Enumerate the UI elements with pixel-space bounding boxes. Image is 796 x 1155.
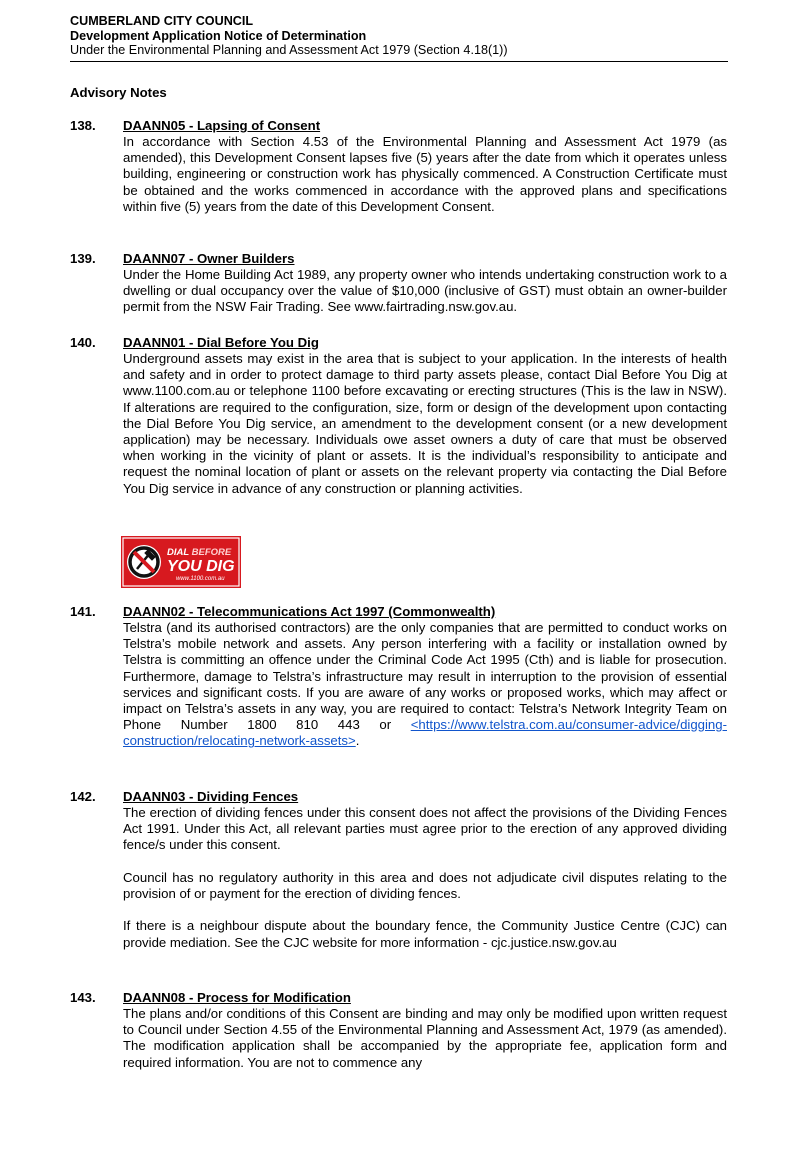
note-body — [123, 351, 727, 497]
logo-dial-text: DIAL — [167, 547, 189, 558]
note-title: DAANN07 - Owner Builders — [123, 251, 295, 266]
note-number: 141. — [70, 604, 96, 619]
note-title: DAANN05 - Lapsing of Consent — [123, 118, 321, 133]
note-number: 138. — [70, 118, 96, 133]
section-title: Advisory Notes — [70, 85, 167, 100]
logo-you-dig-text: YOU DIG — [167, 558, 235, 575]
note-title: DAANN08 - Process for Modification — [123, 990, 351, 1005]
note-number: 140. — [70, 335, 96, 350]
note-number: 143. — [70, 990, 96, 1005]
note-paragraph: Council has no regulatory authority in this area and does not adjudicate civil disputes relating to the provision of or payment for the erection of dividing fences. — [123, 869, 727, 901]
link-trailing-period: . — [355, 733, 360, 749]
telstra-link[interactable]: <https://www.telstra.com.au/consumer-advice/digging-construction/relocating-network-assets> — [123, 717, 727, 749]
note-body — [123, 134, 727, 215]
note-body — [123, 805, 727, 951]
dial-before-you-dig-logo — [121, 536, 241, 588]
act-reference: Under the Environmental Planning and Assessment Act 1979 (Section 4.18(1)) — [70, 43, 508, 58]
note-paragraph — [123, 620, 727, 750]
document-title: Development Application Notice of Determination — [70, 28, 367, 43]
note-paragraph: Underground assets may exist in the area that is subject to your application. In the interests of health and safety and in order to protect damage to third party assets please, contact Dial Before You Dig at www.1100.com.au or telephone 1100 before excavating or erecting structures (This is the law in NSW). If alterations are required to the configuration, size, form or design of the development upon contacting the Dial Before You Dig service, an amendment to the development consent (or a new development application) may be necessary. Individuals owe asset owners a duty of care that must be observed when working in the vicinity of plant or assets. It is the individual’s responsibility to anticipate and request the nominal location of plant or assets on the relevant property via contacting the Dial Before You Dig service in advance of any construction or planning activities. — [123, 351, 727, 496]
note-paragraph: Under the Home Building Act 1989, any property owner who intends undertaking construction work to a dwelling or dual occupancy over the value of $10,000 (inclusive of GST) must obtain an owner-builder permit from the NSW Fair Trading. See www.fairtrading.nsw.gov.au. — [123, 267, 727, 315]
note-number: 139. — [70, 251, 96, 266]
note-number: 142. — [70, 789, 96, 804]
header-divider — [70, 61, 728, 62]
note-title: DAANN02 - Telecommunications Act 1997 (Commonwealth) — [123, 604, 496, 619]
page-header — [70, 14, 728, 58]
no-digging-icon — [127, 545, 161, 579]
note-body — [123, 267, 727, 316]
council-name: CUMBERLAND CITY COUNCIL — [70, 14, 254, 28]
note-body — [123, 620, 727, 750]
note-title: DAANN01 - Dial Before You Dig — [123, 335, 319, 350]
note-paragraph: The erection of dividing fences under this consent does not affect the provisions of the Dividing Fences Act 1991. Under this Act, all relevant parties must agree prior to the erection of any approved dividing fence/s under this consent. — [123, 805, 727, 853]
logo-before-text: BEFORE — [191, 547, 232, 558]
logo-url-text: www.1100.com.au — [176, 576, 225, 582]
note-paragraph-text: Telstra (and its authorised contractors) are the only companies that are permitted to conduct works on Telstra’s mobile network and assets. Any person interfering with a facility or installation owned by Telstra is committing an offence under the Criminal Code Act 1995 (Cth) and is liable for prosecution. Furthermore, damage to Telstra’s infrastructure may result in interruption to the provision of essential services and significant costs. If you are aware of any works or proposed works, which may affect or impact on Telstra’s assets in any way, you are required to contact: Telstra’s Network Integrity Team on Phone Number 1800 810 443 or — [123, 620, 727, 733]
note-title: DAANN03 - Dividing Fences — [123, 789, 299, 804]
note-paragraph: If there is a neighbour dispute about the boundary fence, the Community Justice Centre (CJC) can provide mediation. See the CJC website for more information - cjc.justice.nsw.gov.au — [123, 918, 727, 950]
note-paragraph: In accordance with Section 4.53 of the Environmental Planning and Assessment Act 1979 (as amended), this Development Consent lapses five (5) years after the date from which it operates unless building, engineering or construction work has physically commenced. A Construction Certificate must be obtained and the works commenced in accordance with the approved plans and specifications within five (5) years from the date of this Development Consent. — [123, 134, 727, 214]
svg-text:DIAL BEFORE — [167, 547, 232, 558]
note-body — [123, 1006, 727, 1071]
note-paragraph: The plans and/or conditions of this Consent are binding and may only be modified upon written request to Council under Section 4.55 of the Environmental Planning and Assessment Act, 1979 (as amended). The modification application shall be accompanied by the appropriate fee, application form and required information. You are not to commence any — [123, 1006, 727, 1070]
